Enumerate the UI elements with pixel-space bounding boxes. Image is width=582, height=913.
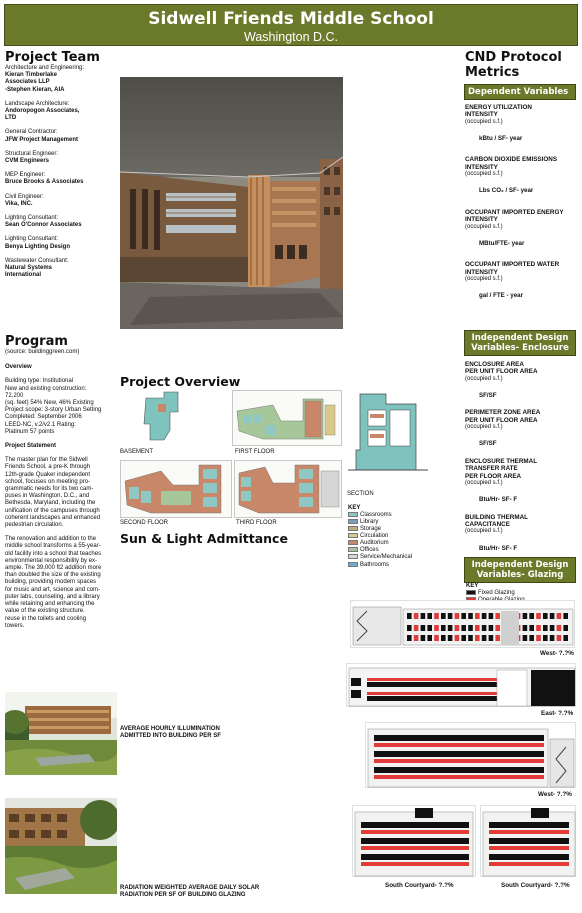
team-role: Lighting Consultant: [5,215,59,222]
team-name: Benya Lighting Design [5,243,71,250]
statement-line: towers. [5,622,25,629]
project-team-list [5,65,117,279]
glazing-key-item [466,590,576,597]
radiation-line-1: RADIATION WEIGHTED AVERAGE DAILY SOLAR [120,885,260,891]
program-source: (source: buildinggreen.com) [5,349,80,355]
sun-light-heading: Sun & Light Admittance [120,531,288,546]
window-pane [421,635,426,641]
metric-block [465,261,577,299]
statement-line: Friends School, a pre-K through [5,464,91,471]
window-pane [441,635,446,641]
plan-key-item [348,526,428,533]
plan-key-item [348,540,428,547]
team-name: Kieran Timberlake [5,72,57,79]
team-entry [5,172,117,186]
metric-label: ENERGY UTILIZATION [465,104,532,111]
metric-label: CARBON DIOXIDE EMISSIONS [465,156,558,164]
window-pane [489,635,494,641]
metric-basis: (occupied s.f.) [465,375,503,382]
overview-line: LEED-NC, v.2/v2.1 Rating: [5,421,76,428]
team-role: Lighting Consultant: [5,236,59,243]
team-name: Sean O'Connor Associates [5,222,82,229]
metric-basis: (occupied s.f.) [465,528,503,535]
metric-label: ENCLOSURE AREA [465,361,524,368]
plan-key-item [348,554,428,561]
window-pane [495,625,500,631]
statement-line: ample. The 39,000 ft2 addition more [5,565,102,572]
plan-key-label: Service/Mechanical [360,554,413,561]
window-pane [461,635,466,641]
third-floor-label: THIRD FLOOR [236,520,277,526]
window-pane [536,625,541,631]
window-pane [434,613,439,619]
east-elevation-label: East- ?.?% [541,710,574,717]
second-floor-plan [120,460,232,518]
enclosure-metrics [465,361,577,562]
illumination-line-1: AVERAGE HOURLY ILLUMINATION [120,726,220,732]
west-elevation-1-label: West- ?.?% [540,650,574,657]
window-pane [529,635,534,641]
metric-label: INTENSITY [465,111,498,119]
metric-label: INTENSITY [465,163,498,171]
window-pane [489,613,494,619]
window-pane [495,635,500,641]
statement-line: while retaining and enhancing the [5,601,95,608]
page-title: Sidwell Friends Middle School [148,9,434,29]
plan-key-label: Circulation [360,533,389,540]
overview-line: Completed: September 2006 [5,414,82,421]
window-pane [414,625,419,631]
basement-label: BASEMENT [120,449,154,455]
overview-line: New and existing construction: [5,385,87,392]
metric-block [465,104,577,142]
team-entry [5,215,117,229]
first-floor-plan [232,390,342,446]
plan-key-title: KEY [348,505,361,511]
metric-basis: (occupied s.f.) [465,118,503,125]
courtyard-photo-2 [5,798,117,894]
metric-block [465,156,577,194]
basement-plan [140,390,188,446]
statement-line: 12th-grade Quaker independent [5,471,91,478]
window-pane [441,625,446,631]
cnd-heading-2: Metrics [465,65,520,80]
enclosure-variables-band [464,330,576,356]
plan-key-swatch [348,519,358,524]
window-pane [557,625,562,631]
south-courtyard-elevation-2 [480,805,576,877]
statement-line: building, providing modern spaces [5,579,97,586]
plan-key-label: Bathrooms [360,561,390,568]
statement-line: Bethesda, Maryland, including the [5,500,96,507]
window-pane [427,635,432,641]
statement-line: school, focuses on meeting pro- [5,478,91,485]
cnd-heading-1: CND Protocol [465,50,562,65]
plan-key-item [348,519,428,526]
program-heading: Program [5,334,68,349]
metric-basis: (occupied s.f.) [465,480,503,487]
overview-line: Project scope: 3-story Urban Setting [5,407,102,414]
metric-basis: (occupied s.f.) [465,223,503,230]
statement-line: than doubled the size of the existing [5,572,101,579]
plan-key [348,505,428,569]
metric-basis: (occupied s.f.) [465,424,503,431]
window-pane [441,613,446,619]
window-pane [448,635,453,641]
building-rendering [120,77,343,329]
window-pane [563,625,568,631]
glazing-key-swatch [466,590,476,595]
team-role: Wastewater Consultant: [5,257,69,264]
window-pane [536,635,541,641]
glazing-variables-band [464,557,576,583]
plan-key-swatch [348,533,358,538]
window-pane [427,613,432,619]
plan-key-list [348,512,428,569]
team-entry [5,258,117,280]
section-drawing [346,390,430,486]
team-name: LTD [5,115,17,122]
enclosure-band-line-2: Variables- Enclosure [471,343,569,353]
illumination-caption [120,726,221,740]
metric-unit: gal / FTE - year [479,292,524,300]
statement-line: puter labs, counseling, and a library [5,593,100,600]
team-name: Natural Systems [5,265,53,272]
window-pane [563,635,568,641]
window-pane [448,625,453,631]
window-pane [489,625,494,631]
window-pane [482,613,487,619]
window-pane [482,625,487,631]
window-pane [461,613,466,619]
window-pane [468,613,473,619]
statement-line: middle school transforms a 55-year- [5,543,101,550]
window-pane [455,625,460,631]
dependent-metrics [465,104,577,314]
statement-line: unification of the campuses through [5,507,100,514]
window-pane [550,635,555,641]
glazing-key-title: KEY [466,583,479,589]
team-name: International [5,272,42,279]
glazing-band-line-1: Independent Design [471,560,569,570]
plan-key-item [348,512,428,519]
window-pane [557,613,562,619]
statement-line: old facility into a school that teaches [5,550,102,557]
window-pane [543,625,548,631]
window-pane [543,635,548,641]
cnd-section [465,50,577,80]
plan-key-swatch [348,512,358,517]
window-pane [475,613,480,619]
metric-basis: (occupied s.f.) [465,276,503,283]
program-section [5,334,117,630]
team-name: Bruce Brooks & Associates [5,179,84,186]
window-pane [427,625,432,631]
window-pane [468,625,473,631]
glazing-band-line-2: Variables- Glazing [476,570,564,580]
plan-key-label: Offices [360,547,379,554]
statement-paragraph-1 [5,457,117,529]
window-pane [468,635,473,641]
team-entry [5,65,117,94]
overview-line: 72,200 [5,392,24,399]
statement-line: for music and art, science and com- [5,586,101,593]
project-team-section [5,50,117,279]
window-pane [414,613,419,619]
plan-key-swatch [348,562,358,567]
metric-label: CAPACITANCE [465,521,510,529]
statement-line: pedestrian circulation. [5,522,64,529]
window-pane [421,625,426,631]
window-pane [434,635,439,641]
window-pane [475,625,480,631]
window-pane [421,613,426,619]
plan-key-swatch [348,540,358,545]
window-pane [523,625,528,631]
team-role: General Contractor: [5,129,58,136]
team-entry [5,236,117,250]
team-role: Landscape Architecture: [5,100,70,107]
metric-unit: Btu/Hr- SF- F [479,544,518,552]
window-pane [482,635,487,641]
team-entry [5,129,117,143]
statement-line: The master plan for the Sidwell [5,457,88,464]
window-pane [529,613,534,619]
overview-subheading: Overview [5,364,32,371]
metric-block [465,458,577,504]
radiation-caption [120,885,259,899]
west-elevation-1 [350,600,575,648]
section-label: SECTION [347,491,374,497]
window-pane [529,625,534,631]
metric-block [465,361,577,399]
overview-lines [5,378,117,436]
south-courtyard-elevation-1 [352,805,476,877]
metric-block [465,514,577,552]
team-role: MEP Engineer: [5,172,46,179]
metric-label: PERIMETER ZONE AREA [465,409,541,417]
metric-label: BUILDING THERMAL [465,513,528,521]
window-pane [543,613,548,619]
metric-label: OCCUPANT IMPORTED WATER [465,261,560,269]
team-name: Vika, INC. [5,200,33,207]
window-pane [557,635,562,641]
dependent-variables-band: Dependent Variables [464,84,576,100]
team-name: CVM Engineers [5,158,50,165]
window-pane [407,625,412,631]
statement-subheading: Project Statement [5,443,57,450]
plan-key-swatch [348,547,358,552]
courtyard-photo-1 [5,692,117,775]
enclosure-band-line-1: Independent Design [471,333,569,343]
title-banner [4,4,578,46]
statement-line: grammatic needs for its two cam- [5,486,94,493]
metric-label: PER FLOOR AREA [465,472,522,480]
statement-paragraph-2 [5,536,117,630]
overview-line: Building type: Institutional [5,378,74,385]
metric-label: INTENSITY [465,216,498,224]
team-name: -Stephen Kieran, AIA [5,86,65,93]
plan-key-swatch [348,554,358,559]
team-role: Architecture and Engineering: [5,65,85,71]
window-pane [523,613,528,619]
metric-unit: kBtu / SF- year [479,135,523,143]
window-pane [536,613,541,619]
metric-label: OCCUPANT IMPORTED ENERGY [465,208,564,216]
metric-unit: Btu/Hr- SF- F [479,496,518,504]
plan-key-item [348,562,428,569]
west-elevation-2-label: West- ?.?% [538,791,572,798]
metric-label: INTENSITY [465,268,498,276]
third-floor-plan [234,460,342,518]
window-pane [414,635,419,641]
metric-label: PER UNIT FLOOR AREA [465,368,538,376]
metric-label: TRANSFER RATE [465,465,518,473]
statement-line: The renovation and addition to the [5,536,97,543]
plan-key-label: Auditorium [360,540,389,547]
project-overview-heading: Project Overview [120,374,241,389]
window-pane [523,635,528,641]
west-elevation-2 [365,722,576,788]
team-name: Associates LLP [5,79,50,86]
window-pane [475,635,480,641]
statement-line: reuse in the toilets and cooling [5,615,87,622]
metric-label: PER UNIT FLOOR AREA [465,416,538,424]
east-elevation [346,663,576,707]
overview-line: (sq. feet) 54% New, 46% Existing [5,400,94,407]
team-entry [5,194,117,208]
metric-unit: MBtu/FTE- year [479,239,525,247]
window-pane [495,613,500,619]
plan-key-item [348,533,428,540]
window-pane [550,613,555,619]
illumination-line-2: ADMITTED INTO BUILDING PER SF [120,733,221,740]
plan-key-label: Storage [360,526,382,533]
south-courtyard-1-label: South Courtyard- ?.?% [385,882,454,889]
first-floor-label: FIRST FLOOR [235,449,275,455]
team-entry [5,101,117,123]
page-subtitle: Washington D.C. [243,30,339,44]
metric-block [465,209,577,247]
glazing-key-label: Fixed Glazing [478,590,515,597]
team-role: Civil Engineer: [5,193,44,200]
window-pane [550,625,555,631]
project-team-heading: Project Team [5,50,100,65]
plan-key-label: Library [360,519,379,526]
statement-line: coherent landscapes and enhanced [5,514,101,521]
window-pane [455,635,460,641]
window-pane [407,613,412,619]
team-name: Andoropogon Associates, [5,108,80,115]
plan-key-swatch [348,526,358,531]
metric-unit: SF/SF [479,392,497,400]
window-pane [455,613,460,619]
window-pane [461,625,466,631]
team-role: Structural Engineer: [5,150,59,157]
team-entry [5,151,117,165]
south-courtyard-2-label: South Courtyard- ?.?% [501,882,570,889]
team-name: JFW Project Management [5,136,79,143]
metric-block [465,409,577,447]
statement-line: value of the existing structure. [5,608,85,615]
window-pane [448,613,453,619]
plan-key-label: Classrooms [360,512,392,519]
metric-unit: Lbs CO₂ / SF- year [479,187,534,195]
metric-basis: (occupied s.f.) [465,171,503,178]
metric-label: ENCLOSURE THERMAL [465,457,538,465]
overview-line: Platinum 57 points [5,428,55,435]
radiation-line-2: RADIATION PER SF OF BUILDING GLAZING [120,892,246,899]
window-pane [434,625,439,631]
statement-line: puses in Washington, D.C., and [5,493,90,500]
plan-key-item [348,547,428,554]
metric-unit: SF/SF [479,440,497,448]
window-pane [563,613,568,619]
second-floor-label: SECOND FLOOR [120,520,169,526]
window-pane [407,635,412,641]
statement-line: environmental responsibility by ex- [5,557,98,564]
